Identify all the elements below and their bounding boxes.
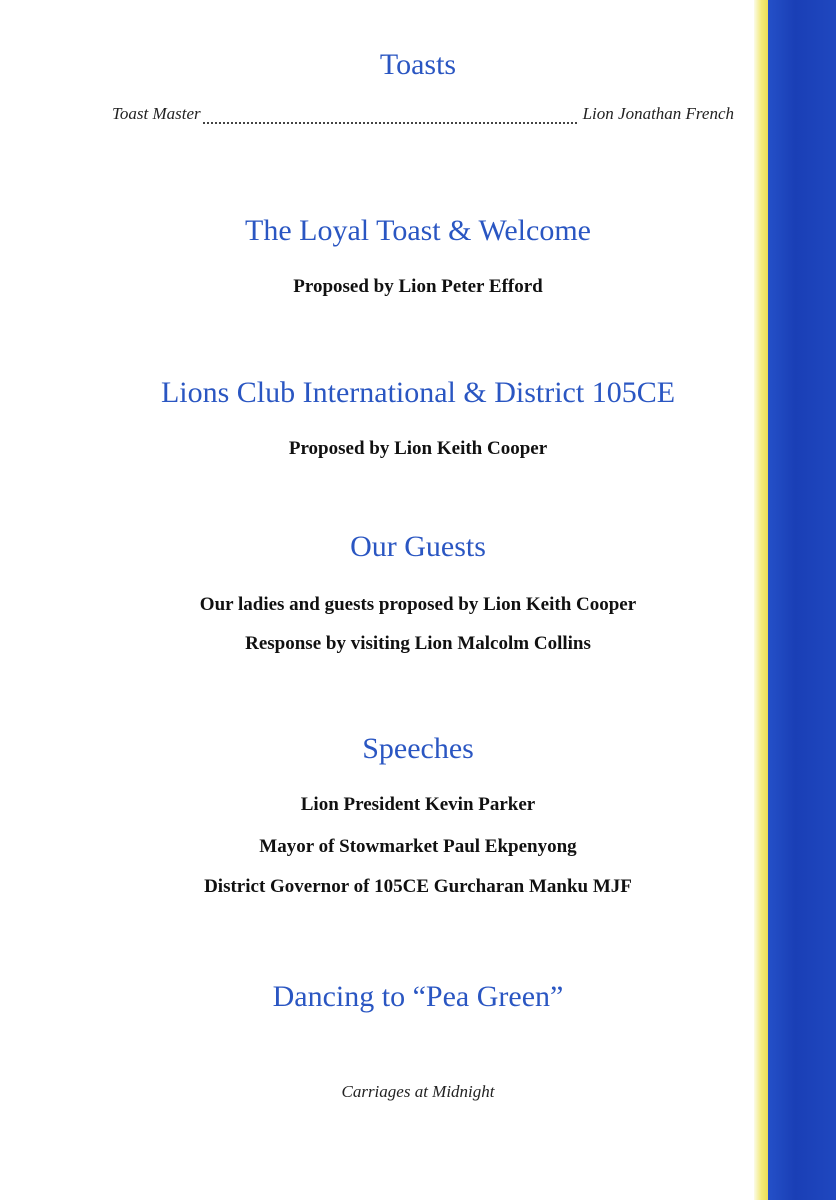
loyal-toast-proposer: Proposed by Lion Peter Efford (293, 276, 543, 297)
our-guests-line-1: Our ladies and guests proposed by Lion Keith Cooper (199, 594, 637, 615)
lions-club-proposer: Proposed by Lion Keith Cooper (288, 438, 548, 459)
loyal-toast-heading: The Loyal Toast & Welcome (245, 214, 591, 247)
toast-master-name: Lion Jonathan French (582, 104, 734, 123)
toast-master-label: Toast Master (112, 104, 201, 123)
lions-club-heading: Lions Club International & District 105CE (160, 376, 676, 409)
closing-note: Carriages at Midnight (341, 1082, 495, 1101)
our-guests-heading: Our Guests (350, 530, 486, 563)
our-guests-line-2: Response by visiting Lion Malcolm Collins (245, 633, 591, 654)
dot-leader (203, 121, 577, 124)
speeches-heading: Speeches (362, 732, 474, 765)
dancing-heading: Dancing to “Pea Green” (272, 980, 564, 1013)
toast-master-row (112, 104, 734, 128)
toasts-heading: Toasts (379, 48, 457, 81)
speaker-item: District Governor of 105CE Gurcharan Manku MJF (204, 876, 632, 897)
speaker-item: Mayor of Stowmarket Paul Ekpenyong (259, 836, 577, 857)
speaker-item: Lion President Kevin Parker (300, 794, 536, 815)
